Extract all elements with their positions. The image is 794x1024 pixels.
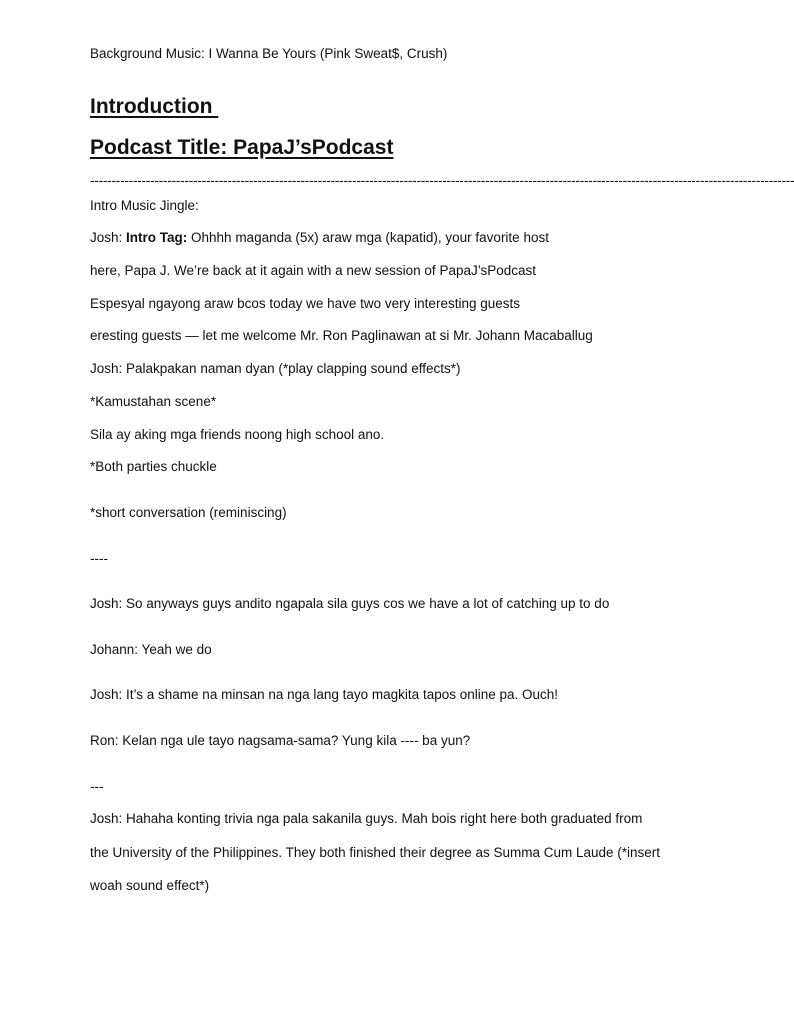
friends-line: Sila ay aking mga friends noong high school ano.	[90, 427, 385, 442]
welcome-line: eresting guests — let me welcome Mr. Ron Paglinawan at si Mr. Johann Macaballug	[90, 328, 593, 343]
dash-separator-3: ---	[90, 779, 104, 794]
university-line: the University of the Philippines. They both finished their degree as Summa Cum Laude (*insert	[90, 845, 661, 860]
intro-tag-line	[90, 229, 549, 247]
dash-separator-4: ----	[90, 551, 108, 566]
background-music-line: Background Music: I Wanna Be Yours (Pink Sweat$, Crush)	[90, 46, 448, 61]
short-conversation-line: *short conversation (reminiscing)	[90, 505, 287, 520]
josh-shame-line: Josh: It’s a shame na minsan na nga lang tayo magkita tapos online pa. Ouch!	[90, 687, 559, 702]
chuckle-line: *Both parties chuckle	[90, 459, 217, 474]
espesyal-line: Espesyal ngayong araw bcos today we have two very interesting guests	[90, 296, 520, 311]
host-line: here, Papa J. We’re back at it again with a new session of PapaJ’sPodcast	[90, 263, 537, 278]
separator-line: --------------------------------------------------------------------------------------------------------------------------------------------------------------------	[90, 173, 794, 188]
introduction-heading: Introduction	[90, 95, 219, 118]
intro-tag-text: Ohhhh maganda (5x) araw mga (kapatid), your favorite host	[187, 230, 549, 245]
johann-line: Johann: Yeah we do	[90, 642, 212, 657]
ron-line: Ron: Kelan nga ule tayo nagsama-sama? Yung kila ---- ba yun?	[90, 733, 471, 748]
woah-line: woah sound effect*)	[90, 878, 210, 893]
podcast-title-heading: Podcast Title: PapaJ’sPodcast	[90, 136, 394, 159]
intro-tag-label: Intro Tag:	[126, 230, 188, 245]
speaker-label: Josh:	[90, 230, 127, 245]
josh-trivia-line: Josh: Hahaha konting trivia nga pala sakanila guys. Mah bois right here both graduated from	[90, 811, 643, 826]
josh-anyways-line: Josh: So anyways guys andito ngapala sila guys cos we have a lot of catching up to do	[90, 596, 610, 611]
intro-jingle-line: Intro Music Jingle:	[90, 198, 199, 213]
kamustahan-line: *Kamustahan scene*	[90, 394, 217, 409]
palakpakan-line: Josh: Palakpakan naman dyan (*play clapping sound effects*)	[90, 361, 461, 376]
